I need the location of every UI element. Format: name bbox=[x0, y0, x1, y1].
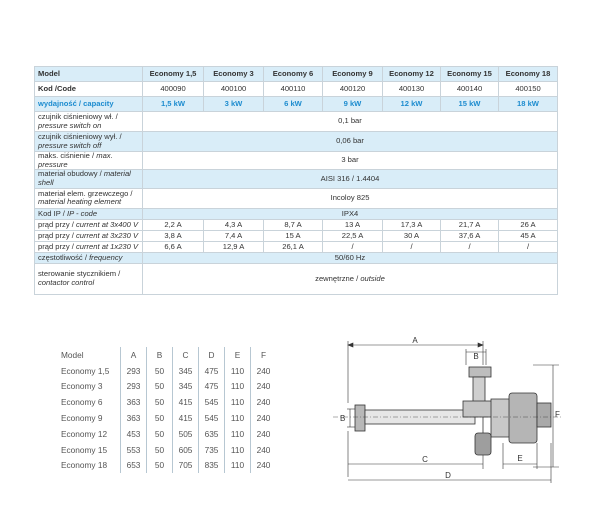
cell: Economy 12 bbox=[58, 426, 121, 442]
cell: 110 bbox=[225, 458, 251, 474]
cell: 50 bbox=[147, 458, 173, 474]
current-value: 26 A bbox=[499, 219, 558, 230]
switch-off-value: 0,06 bar bbox=[143, 132, 558, 152]
cell: Economy 9 bbox=[58, 410, 121, 426]
shell-value: AISI 316 / 1.4404 bbox=[143, 170, 558, 188]
ip-value: IPX4 bbox=[143, 208, 558, 219]
capacity-value: 6 kW bbox=[264, 97, 323, 112]
code-value: 400120 bbox=[323, 82, 383, 97]
cell: 50 bbox=[147, 394, 173, 410]
current-value: 15 A bbox=[264, 230, 323, 241]
switch-on-row bbox=[35, 112, 558, 132]
heating-label bbox=[35, 188, 143, 208]
model-label: Model bbox=[35, 67, 143, 82]
current-1x230-label bbox=[35, 241, 143, 252]
header-cell: D bbox=[199, 347, 225, 363]
cell: 50 bbox=[147, 363, 173, 379]
cell: 345 bbox=[173, 363, 199, 379]
cell: 240 bbox=[256, 381, 271, 392]
model-row bbox=[35, 67, 558, 82]
current-value: 26,1 A bbox=[264, 241, 323, 252]
capacity-row bbox=[35, 97, 558, 112]
header-cell: A bbox=[121, 347, 147, 363]
cell: 50 bbox=[147, 426, 173, 442]
cell: 363 bbox=[121, 394, 147, 410]
label-pl: prąd przy / bbox=[38, 241, 76, 251]
cell: Economy 6 bbox=[58, 394, 121, 410]
cell: 50 bbox=[147, 410, 173, 426]
current-value: 13 A bbox=[323, 219, 383, 230]
cell: Economy 3 bbox=[58, 379, 121, 395]
heater-technical-drawing bbox=[333, 337, 563, 487]
cell: 553 bbox=[121, 442, 147, 458]
label-pl: prąd przy / bbox=[38, 230, 76, 240]
contactor-label bbox=[35, 263, 143, 294]
cell: 240 bbox=[256, 413, 271, 424]
cell: Economy 18 bbox=[58, 458, 121, 474]
label-en: frequency bbox=[89, 252, 123, 262]
capacity-value: 9 kW bbox=[323, 97, 383, 112]
frequency-label bbox=[35, 252, 143, 263]
table-row bbox=[58, 363, 276, 379]
header-cell: Model bbox=[58, 347, 121, 363]
current-3x230-label bbox=[35, 230, 143, 241]
dimension-a bbox=[348, 341, 483, 403]
model-name: Economy 12 bbox=[383, 67, 441, 82]
capacity-label: wydajność / capacity bbox=[35, 97, 143, 112]
cell: 240 bbox=[256, 428, 271, 439]
max-pressure-row bbox=[35, 152, 558, 170]
current-400-row bbox=[35, 219, 558, 230]
contactor-row bbox=[35, 263, 558, 294]
cell: Economy 1,5 bbox=[58, 363, 121, 379]
shell-label bbox=[35, 170, 143, 188]
cell: 415 bbox=[173, 394, 199, 410]
header-cell: B bbox=[147, 347, 173, 363]
cell: 293 bbox=[121, 379, 147, 395]
dimension-b-top-label: B bbox=[473, 352, 479, 361]
label-en: current at 1x230 V bbox=[75, 241, 139, 251]
code-value: 400100 bbox=[204, 82, 264, 97]
cell: 110 bbox=[225, 426, 251, 442]
current-value: / bbox=[499, 241, 558, 252]
heater-body bbox=[355, 367, 551, 455]
label-pl: częstotliwość / bbox=[38, 252, 90, 262]
capacity-value: 18 kW bbox=[499, 97, 558, 112]
cell: 735 bbox=[199, 442, 225, 458]
cell: Economy 15 bbox=[58, 442, 121, 458]
capacity-value: 3 kW bbox=[204, 97, 264, 112]
label-pl: materiał obudowy / bbox=[38, 169, 104, 179]
frequency-value: 50/60 Hz bbox=[143, 252, 558, 263]
table-row bbox=[58, 410, 276, 426]
current-value: / bbox=[383, 241, 441, 252]
ip-row bbox=[35, 208, 558, 219]
max-pressure-value: 3 bar bbox=[143, 152, 558, 170]
current-value: 6,6 A bbox=[143, 241, 204, 252]
dimension-b-left-label: B bbox=[340, 414, 346, 423]
switch-off-row bbox=[35, 132, 558, 152]
code-value: 400110 bbox=[264, 82, 323, 97]
label-en: pressure switch on bbox=[38, 120, 102, 130]
current-value: 2,2 A bbox=[143, 219, 204, 230]
current-400-label bbox=[35, 219, 143, 230]
spec-table bbox=[34, 66, 558, 295]
model-name: Economy 9 bbox=[323, 67, 383, 82]
cell: 835 bbox=[199, 458, 225, 474]
cell: 475 bbox=[199, 363, 225, 379]
cell: 345 bbox=[173, 379, 199, 395]
current-value: 4,3 A bbox=[204, 219, 264, 230]
label-en: contactor control bbox=[38, 277, 95, 287]
cell: 110 bbox=[225, 410, 251, 426]
table-row bbox=[58, 379, 276, 395]
capacity-value: 12 kW bbox=[383, 97, 441, 112]
switch-on-label bbox=[35, 112, 143, 132]
code-label: Kod /Code bbox=[35, 82, 143, 97]
label-pl: maks. ciśnienie / bbox=[38, 151, 97, 160]
label-pl: prąd przy / bbox=[38, 219, 76, 229]
cell: 453 bbox=[121, 426, 147, 442]
switch-on-value: 0,1 bar bbox=[143, 112, 558, 132]
cell: 240 bbox=[256, 397, 271, 408]
heating-value: Incoloy 825 bbox=[143, 188, 558, 208]
table-row bbox=[58, 394, 276, 410]
switch-off-label bbox=[35, 132, 143, 152]
label-en: max. pressure bbox=[38, 151, 113, 169]
current-3x230-row bbox=[35, 230, 558, 241]
header-cell: F bbox=[260, 349, 267, 360]
max-pressure-label bbox=[35, 152, 143, 170]
ip-label bbox=[35, 208, 143, 219]
dimension-c-label: C bbox=[422, 455, 428, 464]
dimension-d-label: D bbox=[445, 471, 451, 480]
label-pl: Kod IP / bbox=[38, 208, 67, 218]
cell: 635 bbox=[199, 426, 225, 442]
current-value: 21,7 A bbox=[441, 219, 499, 230]
dimension-a-label: A bbox=[412, 337, 418, 345]
header-cell: C bbox=[173, 347, 199, 363]
current-value: / bbox=[441, 241, 499, 252]
frequency-row bbox=[35, 252, 558, 263]
cell: 475 bbox=[199, 379, 225, 395]
cell: 240 bbox=[256, 460, 271, 471]
current-value: 17,3 A bbox=[383, 219, 441, 230]
cell: 653 bbox=[121, 458, 147, 474]
current-1x230-row bbox=[35, 241, 558, 252]
heating-row bbox=[35, 188, 558, 208]
label-en: current at 3x230 V bbox=[75, 230, 139, 240]
current-value: 3,8 A bbox=[143, 230, 204, 241]
current-value: 8,7 A bbox=[264, 219, 323, 230]
label-en: IP - code bbox=[67, 208, 98, 218]
cell: 293 bbox=[121, 363, 147, 379]
model-name: Economy 3 bbox=[204, 67, 264, 82]
code-value: 400150 bbox=[499, 82, 558, 97]
code-value: 400130 bbox=[383, 82, 441, 97]
label-en: pressure switch off bbox=[38, 140, 102, 150]
cell: 545 bbox=[199, 410, 225, 426]
code-value: 400090 bbox=[143, 82, 204, 97]
cell: 50 bbox=[147, 442, 173, 458]
model-name: Economy 18 bbox=[499, 67, 558, 82]
label-pl: sterowanie stycznikiem / bbox=[38, 269, 121, 279]
cell: 415 bbox=[173, 410, 199, 426]
cell: 110 bbox=[225, 442, 251, 458]
current-value: 45 A bbox=[499, 230, 558, 241]
capacity-value: 1,5 kW bbox=[143, 97, 204, 112]
code-row bbox=[35, 82, 558, 97]
current-value: 37,6 A bbox=[441, 230, 499, 241]
current-value: 7,4 A bbox=[204, 230, 264, 241]
header-cell: E bbox=[225, 347, 251, 363]
dimension-f-label: F bbox=[555, 410, 560, 419]
dimension-c bbox=[348, 431, 483, 477]
value-pl: zewnętrzne / bbox=[315, 273, 361, 283]
value-en: outside bbox=[360, 273, 385, 283]
cell: 240 bbox=[256, 444, 271, 455]
label-pl: materiał elem. grzewczego / bbox=[38, 188, 133, 198]
cell: 110 bbox=[225, 394, 251, 410]
code-value: 400140 bbox=[441, 82, 499, 97]
current-value: 12,9 A bbox=[204, 241, 264, 252]
cell: 240 bbox=[256, 365, 271, 376]
model-name: Economy 1,5 bbox=[143, 67, 204, 82]
model-name: Economy 6 bbox=[264, 67, 323, 82]
cell: 363 bbox=[121, 410, 147, 426]
dimensions-table bbox=[58, 347, 276, 473]
current-value: 22,5 A bbox=[323, 230, 383, 241]
capacity-value: 15 kW bbox=[441, 97, 499, 112]
current-value: / bbox=[323, 241, 383, 252]
dimensions-header-row bbox=[58, 347, 276, 363]
shell-row bbox=[35, 170, 558, 188]
table-row bbox=[58, 426, 276, 442]
cell: 545 bbox=[199, 394, 225, 410]
current-value: 30 A bbox=[383, 230, 441, 241]
label-en: material shell bbox=[38, 169, 131, 188]
cell: 110 bbox=[225, 379, 251, 395]
dimension-e-label: E bbox=[517, 454, 523, 463]
cell: 605 bbox=[173, 442, 199, 458]
label-en: material heating element bbox=[38, 197, 122, 207]
table-row bbox=[58, 458, 276, 474]
table-row bbox=[58, 442, 276, 458]
model-name: Economy 15 bbox=[441, 67, 499, 82]
label-pl: czujnik ciśnieniowy wył. / bbox=[38, 131, 122, 141]
cell: 50 bbox=[147, 379, 173, 395]
label-en: current at 3x400 V bbox=[75, 219, 139, 229]
contactor-value bbox=[143, 263, 558, 294]
cell: 110 bbox=[225, 363, 251, 379]
label-pl: czujnik ciśnieniowy wł. / bbox=[38, 111, 118, 121]
cell: 705 bbox=[173, 458, 199, 474]
cell: 505 bbox=[173, 426, 199, 442]
